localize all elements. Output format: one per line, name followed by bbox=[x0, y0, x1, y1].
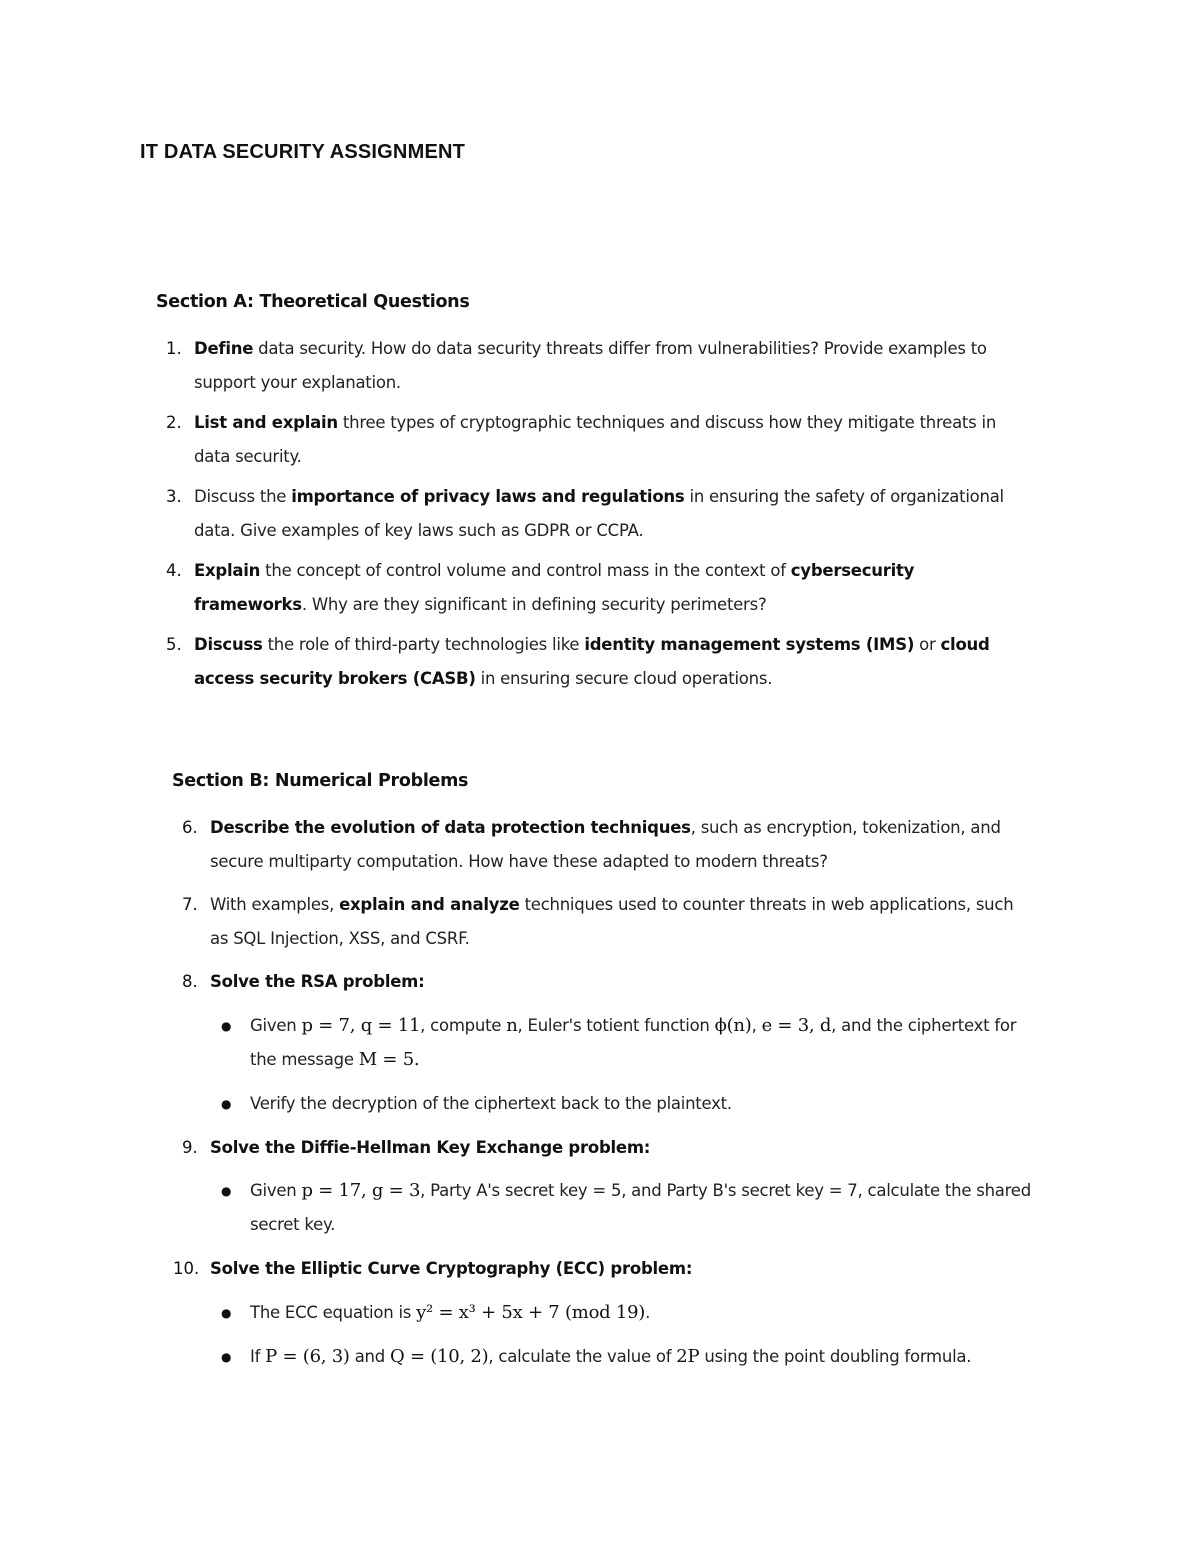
question-item bbox=[156, 480, 1016, 547]
sub-bullet-text bbox=[250, 1174, 1032, 1242]
sub-bullet-list bbox=[172, 1174, 1032, 1242]
question-row bbox=[156, 332, 1016, 399]
math-expression: y² = x³ + 5x + 7 (mod 19) bbox=[416, 1301, 646, 1323]
question-number: 9. bbox=[182, 1137, 198, 1157]
question-emphasis: Define bbox=[194, 339, 254, 358]
bullet-dot-icon: ● bbox=[221, 1305, 232, 1320]
section-b bbox=[172, 771, 1032, 1384]
math-expression: P = (6, 3) bbox=[265, 1345, 350, 1367]
question-emphasis: Discuss bbox=[194, 635, 263, 654]
question-item bbox=[172, 1131, 1032, 1243]
sub-text-run: Given bbox=[250, 1015, 302, 1035]
question-number: 10. bbox=[173, 1259, 200, 1278]
question-number: 7. bbox=[182, 895, 198, 914]
sub-text-run: Given bbox=[250, 1181, 302, 1200]
sub-bullet-item bbox=[172, 1009, 1032, 1077]
sub-bullet-item bbox=[172, 1174, 1032, 1242]
question-text bbox=[194, 554, 1016, 621]
math-expression: Q = (10, 2) bbox=[390, 1345, 489, 1367]
section-a-heading: Section A: Theoretical Questions bbox=[156, 292, 470, 312]
question-row bbox=[172, 965, 1032, 999]
sub-text-run: The ECC equation is bbox=[250, 1302, 417, 1322]
sub-bullet-text bbox=[250, 1009, 1032, 1077]
question-number: 6. bbox=[182, 818, 198, 837]
sub-bullet-text bbox=[250, 1296, 1032, 1330]
math-expression: e = 3, d bbox=[761, 1014, 832, 1036]
question-row bbox=[172, 888, 1032, 955]
sub-text-run: , bbox=[751, 1015, 762, 1035]
math-expression: n bbox=[506, 1014, 518, 1036]
question-text bbox=[210, 811, 1032, 878]
sub-text-run: Verify the decryption of the ciphertext back to the plaintext. bbox=[250, 1093, 732, 1113]
question-text bbox=[194, 332, 1016, 399]
sub-text-run: If bbox=[250, 1346, 266, 1366]
question-item bbox=[172, 811, 1032, 878]
question-emphasis: Solve the Diffie-Hellman Key Exchange problem: bbox=[210, 1137, 651, 1157]
bullet-dot-icon: ● bbox=[221, 1184, 232, 1198]
question-emphasis: explain and analyze bbox=[339, 895, 520, 914]
question-text bbox=[210, 1131, 1032, 1165]
question-number: 2. bbox=[166, 413, 182, 432]
question-emphasis: Solve the RSA problem: bbox=[210, 972, 425, 991]
sub-bullet-text bbox=[250, 1087, 1032, 1121]
question-text bbox=[210, 965, 1032, 999]
question-row bbox=[172, 1131, 1032, 1165]
bullet-dot-icon: ● bbox=[221, 1349, 232, 1364]
math-expression: ϕ(n) bbox=[714, 1014, 752, 1036]
document-title: IT DATA SECURITY ASSIGNMENT bbox=[140, 141, 466, 163]
question-text-run: the role of third-party technologies like bbox=[262, 635, 585, 654]
question-emphasis: Solve the Elliptic Curve Cryptography (ECC) problem: bbox=[210, 1259, 693, 1278]
question-emphasis: List and explain bbox=[194, 413, 338, 432]
sub-bullet-list bbox=[172, 1009, 1032, 1121]
bullet-dot-icon: ● bbox=[221, 1096, 232, 1111]
sub-text-run: using the point doubling formula. bbox=[699, 1346, 972, 1366]
question-row bbox=[156, 406, 1016, 473]
question-item bbox=[172, 965, 1032, 1121]
question-number: 3. bbox=[166, 487, 182, 506]
math-expression: M = 5. bbox=[358, 1048, 420, 1070]
question-item bbox=[172, 888, 1032, 955]
question-emphasis: importance of privacy laws and regulations bbox=[291, 487, 685, 506]
question-row bbox=[172, 811, 1032, 878]
bullet-dot-icon: ● bbox=[221, 1018, 232, 1033]
question-text-run: or bbox=[914, 635, 941, 654]
sub-bullet-item bbox=[172, 1087, 1032, 1121]
question-row bbox=[156, 480, 1016, 547]
question-text bbox=[194, 480, 1016, 547]
question-number: 4. bbox=[166, 561, 182, 580]
question-text-run: Discuss the bbox=[194, 487, 292, 506]
question-emphasis: identity management systems (IMS) bbox=[584, 635, 915, 654]
sub-text-run: , Party A's secret key = 5, and Party B's secret key = 7, calculate the shared secret key. bbox=[250, 1181, 1031, 1234]
question-text bbox=[210, 888, 1032, 955]
question-emphasis: Explain bbox=[194, 561, 261, 580]
question-text-run: three types of cryptographic techniques and discuss how they mitigate threats in data security. bbox=[194, 413, 997, 466]
question-item bbox=[156, 406, 1016, 473]
section-a bbox=[156, 292, 1016, 702]
section-b-heading: Section B: Numerical Problems bbox=[172, 771, 469, 791]
sub-text-run: , calculate the value of bbox=[488, 1346, 677, 1366]
question-emphasis: cybersecurity frameworks bbox=[194, 561, 915, 614]
section-b-question-list bbox=[172, 811, 1032, 1374]
section-a-question-list bbox=[156, 332, 1016, 695]
question-text bbox=[194, 628, 1016, 695]
question-text bbox=[210, 1252, 1032, 1286]
sub-bullet-item bbox=[172, 1340, 1032, 1374]
question-text-run: techniques used to counter threats in web applications, such as SQL Injection, XSS, and CSRF. bbox=[210, 895, 1014, 948]
question-emphasis: cloud access security brokers (CASB) bbox=[194, 635, 990, 688]
math-expression: p = 17, g = 3 bbox=[301, 1180, 421, 1201]
question-text-run: the concept of control volume and control mass in the context of bbox=[260, 561, 791, 580]
question-emphasis: Describe the evolution of data protection techniques bbox=[210, 818, 691, 837]
question-text-run: . Why are they significant in defining security perimeters? bbox=[301, 594, 767, 614]
sub-bullet-list bbox=[172, 1296, 1032, 1374]
question-text-run: data security. How do data security threats differ from vulnerabilities? Provide examples to support your explanation. bbox=[194, 339, 987, 392]
sub-text-run: , Euler's totient function bbox=[517, 1015, 715, 1035]
question-item bbox=[156, 554, 1016, 621]
sub-text-run: and bbox=[349, 1346, 390, 1366]
question-text-run: in ensuring secure cloud operations. bbox=[475, 668, 773, 688]
math-expression: p = 7, q = 11 bbox=[301, 1014, 421, 1036]
sub-bullet-item bbox=[172, 1296, 1032, 1330]
sub-text-run: , compute bbox=[420, 1015, 507, 1035]
sub-text-run: , and the ciphertext for the message bbox=[250, 1015, 1017, 1069]
question-row bbox=[156, 554, 1016, 621]
question-row bbox=[156, 628, 1016, 695]
question-text-run: , such as encryption, tokenization, and secure multiparty computation. How have these adapted to modern threats? bbox=[210, 818, 1001, 871]
question-item bbox=[156, 628, 1016, 695]
question-number: 5. bbox=[166, 635, 182, 654]
question-number: 1. bbox=[166, 339, 182, 358]
question-item bbox=[172, 1252, 1032, 1374]
question-item bbox=[156, 332, 1016, 399]
question-row bbox=[172, 1252, 1032, 1286]
math-expression: 2P bbox=[676, 1345, 700, 1367]
sub-bullet-text bbox=[250, 1340, 1032, 1374]
question-text bbox=[194, 406, 1016, 473]
question-text-run: in ensuring the safety of organizational data. Give examples of key laws such as GDPR or CCPA. bbox=[194, 487, 1004, 540]
question-text-run: With examples, bbox=[210, 895, 340, 914]
question-number: 8. bbox=[182, 972, 198, 991]
sub-text-run: . bbox=[645, 1302, 651, 1322]
